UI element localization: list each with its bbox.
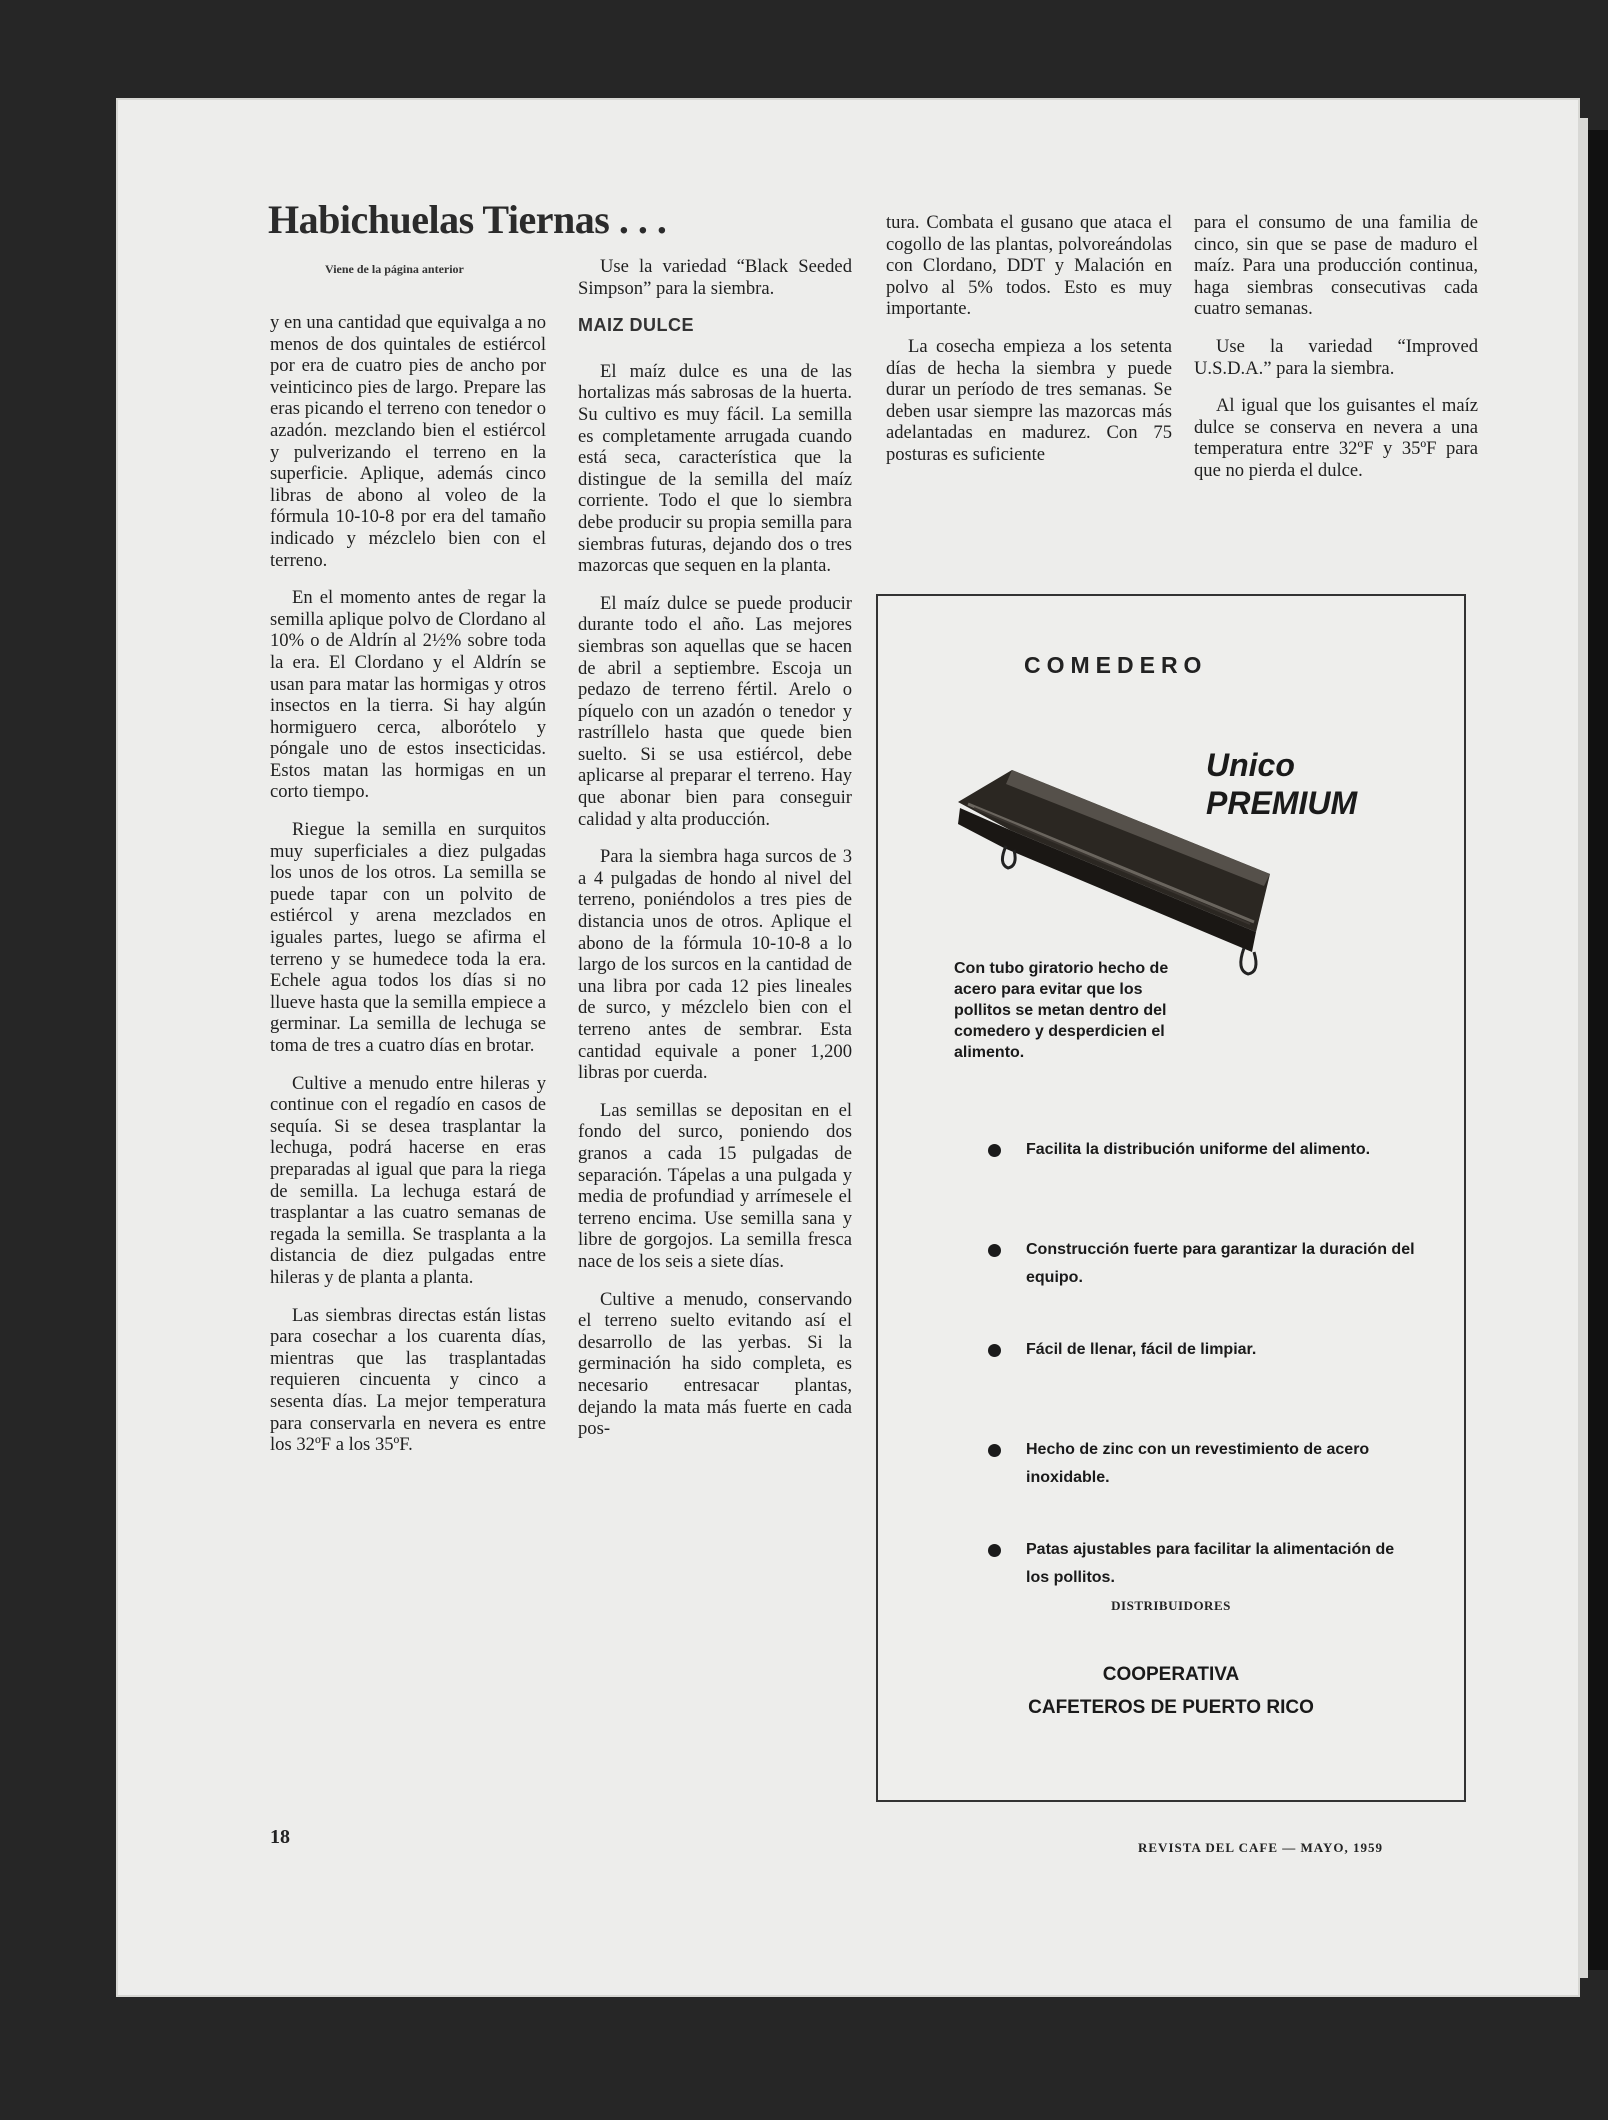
paragraph: Use la variedad “Black Seeded Simpson” para la siembra. bbox=[578, 256, 852, 299]
column-2 bbox=[578, 256, 852, 1456]
distributor-name bbox=[878, 1658, 1464, 1724]
feature-item bbox=[988, 1236, 1418, 1336]
page-number: 18 bbox=[270, 1826, 290, 1848]
ad-caption: Con tubo giratorio hecho de acero para evitar que los pollitos se metan dentro del comedero y desperdicien el alimento. bbox=[954, 960, 1169, 1061]
distributor-line: COOPERATIVA bbox=[1102, 1664, 1240, 1685]
feature-item bbox=[988, 1136, 1418, 1236]
distributors-label: DISTRIBUIDORES bbox=[1111, 1598, 1231, 1613]
bullet-icon bbox=[988, 1344, 1001, 1357]
feature-text: Patas ajustables para facilitar la alimentación de los pollitos. bbox=[1026, 1541, 1395, 1586]
publication-footer: REVISTA DEL CAFE — MAYO, 1959 bbox=[1138, 1840, 1383, 1855]
feature-list bbox=[988, 1136, 1418, 1636]
feature-text: Construcción fuerte para garantizar la duración del equipo. bbox=[1026, 1241, 1415, 1286]
advertisement bbox=[876, 594, 1466, 1802]
paragraph: Use la variedad “Improved U.S.D.A.” para la siembra. bbox=[1194, 335, 1478, 379]
column-3 bbox=[886, 212, 1172, 482]
paragraph: Las siembras directas están listas para cosechar a los cuarenta días, mientras que las trasplantadas requieren cincuenta y cinco a sesenta días. La mejor temperatura para conservarla en nevera es entre los 32ºF a los 35ºF. bbox=[270, 1304, 546, 1456]
distributor-line: CAFETEROS DE PUERTO RICO bbox=[1028, 1697, 1314, 1718]
feature-text: Facilita la distribución uniforme del alimento. bbox=[1026, 1141, 1371, 1158]
feature-text: Hecho de zinc con un revestimiento de acero inoxidable. bbox=[1026, 1441, 1370, 1486]
paragraph: y en una cantidad que equivalga a no menos de dos quintales de estiércol por era de cuatro pies de ancho por veinticinco pies de largo. Prepare las eras picando el terreno con tenedor o azadón. mezclando bien el estiércol y pulverizando el terreno en la superficie. Aplique, además cinco libras de abono al voleo de la fórmula 10-10-8 por era del tamaño indicado y mézclelo bien con el terreno. bbox=[270, 312, 546, 571]
feature-text: Fácil de llenar, fácil de limpiar. bbox=[1026, 1341, 1257, 1358]
bullet-icon bbox=[988, 1444, 1001, 1457]
feature-item bbox=[988, 1536, 1418, 1636]
section-heading: MAIZ DULCE bbox=[578, 315, 694, 336]
paragraph: El maíz dulce es una de las hortalizas más sabrosas de la huerta. Su cultivo es muy fácil. La semilla es completamente arrugada cuando está seca, característica que la distingue de la semilla del maíz corriente. Todo el que lo siembra debe producir su propia semilla para siembras futuras, dejando dos o tres mazorcas que sequen en la planta. bbox=[578, 360, 852, 577]
paragraph: Al igual que los guisantes el maíz dulce se conserva en nevera a una temperatura entre 32ºF y 35ºF para que no pierda el dulce. bbox=[1194, 395, 1478, 481]
bullet-icon bbox=[988, 1244, 1001, 1257]
ad-title-line: PREMIUM bbox=[1206, 785, 1358, 821]
bullet-icon bbox=[988, 1544, 1001, 1557]
ad-brand: COMEDERO bbox=[1024, 652, 1208, 678]
article-title: Habichuelas Tiernas . . . bbox=[268, 197, 667, 242]
page-gutter bbox=[1578, 118, 1588, 1978]
continued-note: Viene de la página anterior bbox=[325, 262, 464, 276]
paragraph: El maíz dulce se puede producir durante todo el año. Las mejores siembras son aquellas que se hacen de abril a septiembre. Escoja un pedazo de terreno fértil. Arelo o píquelo con un azadón o tenedor y rastríllelo hasta que quede bien suelto. Si se usa estiércol, debe aplicarse al preparar el terreno. Hay que abonar bien para conseguir calidad y alta producción. bbox=[578, 592, 852, 830]
bullet-icon bbox=[988, 1144, 1001, 1157]
paragraph: Riegue la semilla en surquitos muy superficiales a diez pulgadas los unos de los otros. La semilla se puede tapar con un polvito de estiércol y arena mezclados en iguales partes, luego se afirma el terreno y se humedece toda la era. Echele agua todos los días si no llueve hasta que la semilla empiece a germinar. La semilla de lechuga se toma de tres a cuatro días en brotar. bbox=[270, 819, 546, 1056]
ad-product-title bbox=[1206, 746, 1357, 822]
column-4 bbox=[1194, 212, 1478, 498]
column-1 bbox=[270, 312, 546, 1472]
paragraph: Para la siembra haga surcos de 3 a 4 pulgadas de hondo al nivel del terreno, poniéndolos a tres pies de distancia unos de otros. Aplique el abono de la fórmula 10-10-8 a lo largo de los surcos en la cantidad de una libra por cada 12 pies lineales de surco, y mézclelo bien con el terreno antes de sembrar. Esta cantidad equivale a poner 1,200 libras por cuerda. bbox=[578, 846, 852, 1084]
paragraph: Cultive a menudo entre hileras y continue con el regadío en casos de sequía. Si se desea trasplantar la lechuga, podrá hacerse en eras preparadas al igual que para la riega de semilla. La lechuga estará de trasplantar a las cuatro semanas de regada la semilla. Se trasplanta a la distancia de diez pulgadas entre hileras y de planta a planta. bbox=[270, 1072, 546, 1288]
ad-title-line: Unico bbox=[1206, 747, 1295, 783]
paragraph: Cultive a menudo, conservando el terreno suelto evitando así el desarrollo de las yerbas. Si la germinación ha sido completa, es necesario entresacar plantas, dejando la mata más fuerte en cada pos- bbox=[578, 1288, 852, 1440]
paragraph: tura. Combata el gusano que ataca el cogollo de las plantas, polvoreándolas con Clordano, DDT y Malación en polvo al 5% todos. Esto es muy importante. bbox=[886, 212, 1172, 320]
book-spine bbox=[1588, 130, 1608, 1970]
paragraph: Las semillas se depositan en el fondo del surco, poniendo dos granos a cada 15 pulgadas de separación. Tápelas a una pulgada y media de profundiad y arrímesele el terreno encima. Use semilla sana y libre de gorgojos. La semilla fresca nace de los seis a siete días. bbox=[578, 1099, 852, 1272]
paragraph: para el consumo de una familia de cinco, sin que se pase de maduro el maíz. Para una producción continua, haga siembras consecutivas cada cuatro semanas. bbox=[1194, 212, 1478, 320]
feature-item bbox=[988, 1436, 1418, 1536]
feature-item bbox=[988, 1336, 1418, 1436]
paragraph: En el momento antes de regar la semilla aplique polvo de Clordano al 10% o de Aldrín al 2½% sobre toda la era. El Clordano y el Aldrín se usan para matar las hormigas y otros insectos en la tierra. Si hay algún hormiguero cerca, alborótelo y póngale uno de estos insecticidas. Estos matan las hormigas en un corto tiempo. bbox=[270, 587, 546, 803]
paragraph: La cosecha empieza a los setenta días de hecha la siembra y puede durar un período de tres semanas. Se deben usar siempre las mazorcas más adelantadas en madurez. Con 75 posturas es suficiente bbox=[886, 335, 1172, 465]
